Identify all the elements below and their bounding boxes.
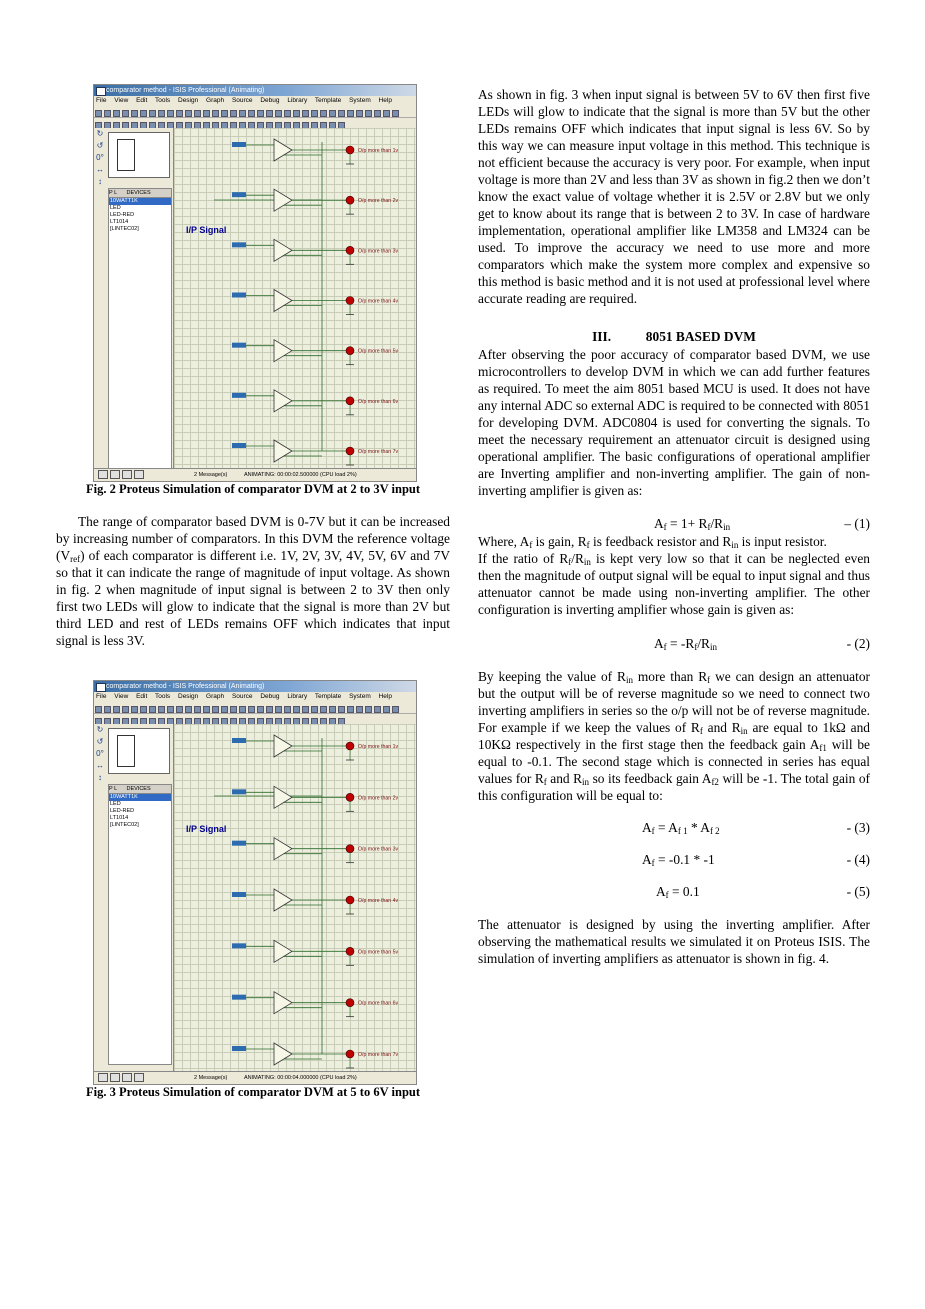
- vref-source: [232, 242, 246, 247]
- menu-template[interactable]: Template: [314, 97, 342, 104]
- led-indicator: [346, 1050, 354, 1058]
- toolbar-icon[interactable]: [95, 706, 102, 713]
- toolbar-icon[interactable]: [266, 110, 273, 117]
- fig2-window-title: comparator method - ISIS Professional (Animating): [106, 87, 265, 94]
- led-indicator: [346, 896, 354, 904]
- menu-help[interactable]: Help: [378, 693, 392, 700]
- toolbar-icon[interactable]: [302, 110, 309, 117]
- equation-3-expr: $A_f = A_{f 1} * A_{f 2}$: [642, 820, 720, 836]
- led-indicator: [346, 845, 354, 853]
- tab-l[interactable]: L: [114, 190, 117, 196]
- toolbar-icon[interactable]: [140, 706, 147, 713]
- vref-source: [232, 738, 246, 743]
- equation-2: [478, 635, 870, 652]
- fig2-sidebar: [94, 128, 174, 469]
- toolbar-icon[interactable]: [356, 110, 363, 117]
- final-paragraph: The attenuator is designed by using the inverting amplifier. After observing the mathematical results we simulated it on Proteus ISIS. The simulation of inverting amplifiers as attenuator is shown in fig. 4.: [478, 917, 870, 966]
- led-indicator: [346, 347, 354, 355]
- right-column: [478, 86, 870, 967]
- menu-system[interactable]: System: [349, 693, 371, 700]
- menu-library[interactable]: Library: [287, 97, 308, 104]
- fig2-statusbar: [94, 468, 416, 481]
- app-icon: [96, 87, 106, 96]
- toolbar-icon[interactable]: [167, 110, 174, 117]
- animating-status: ANIMATING: 00:00:02.500000 (CPU load 2%): [244, 472, 357, 478]
- toolbar-icon[interactable]: [293, 110, 300, 117]
- toolbar-icon[interactable]: [194, 706, 201, 713]
- ratio-paragraph: If the ratio of $R_f/R_{in}$ is kept very low so that it can be neglected even then the magnitude of output signal will be equal to input signal and thus attenuator cannot be made using non-inverting amplifier. The other configuration is inverting amplifier whose gain is given as:: [478, 551, 870, 617]
- comparator-opamp: [274, 139, 292, 161]
- equation-4-number: - (4): [846, 852, 870, 867]
- menu-tools[interactable]: Tools: [155, 97, 171, 104]
- fig3-toolbar-1: [94, 702, 416, 714]
- signal-label: I/P Signal: [186, 824, 227, 834]
- equation-1: [478, 515, 870, 532]
- comparator-opamp: [274, 290, 292, 312]
- comparator-opamp: [274, 340, 292, 362]
- comparator-opamp: [274, 735, 292, 757]
- toolbar-icon[interactable]: [383, 110, 390, 117]
- toolbar-icon[interactable]: [338, 110, 345, 117]
- comparator-opamp: [274, 992, 292, 1014]
- comparator-opamp: [274, 940, 292, 962]
- menu-source[interactable]: Source: [231, 97, 253, 104]
- menu-file[interactable]: File: [96, 97, 107, 104]
- intro-paragraph: As shown in fig. 3 when input signal is between 5V to 6V then first five LEDs will glow to indicate that the signal is more than 5V but the other LEDs remains OFF which indicates that input signal is less 6V. So by this way we can measure input voltage in this method. This technique is not efficient because the accuracy is very poor. For example, when input voltage is more than 2V and less than 3V as shown in fig.2 then we don’t know the exact value of voltage whether it is 2.5V or 2.8V but we only get to know about its range that is between 2 to 3V. In case of hardware implementation, operational amplifier like LM358 and LM324 can be used. To improve the accuracy we need to use more and more comparators which make the system more complex and expensive so this method is basic method and it is not used at professional level where accurate reading are required.: [478, 87, 870, 306]
- toolbar-icon[interactable]: [185, 110, 192, 117]
- toolbar-icon[interactable]: [221, 110, 228, 117]
- comparator-opamp: [274, 838, 292, 860]
- led-label: O/p more than 6v: [358, 1000, 399, 1007]
- vref-source: [232, 995, 246, 1000]
- fig3-sidebar: [94, 724, 174, 1072]
- toolbar-icon[interactable]: [104, 110, 111, 117]
- angle-field[interactable]: 0°: [96, 153, 104, 162]
- fig3-titlebar: [94, 681, 416, 692]
- menu-help[interactable]: Help: [378, 97, 392, 104]
- toolbar-icon[interactable]: [329, 706, 336, 713]
- led-label: O/p more than 3v: [358, 248, 399, 255]
- toolbar-icon[interactable]: [302, 706, 309, 713]
- toolbar-icon[interactable]: [320, 706, 327, 713]
- toolbar-icon[interactable]: [311, 110, 318, 117]
- toolbar-icon[interactable]: [176, 706, 183, 713]
- toolbar-icon[interactable]: [212, 110, 219, 117]
- menu-edit[interactable]: Edit: [136, 693, 148, 700]
- device-item[interactable]: LED: [110, 205, 121, 211]
- led-label: O/p more than 7v: [358, 1052, 399, 1058]
- sim-controls: [98, 1072, 146, 1084]
- menu-file[interactable]: File: [96, 693, 107, 700]
- rotate-ccw-icon[interactable]: ↺: [96, 737, 104, 746]
- toolbar-icon[interactable]: [311, 706, 318, 713]
- toolbar-icon[interactable]: [158, 110, 165, 117]
- toolbar-icon[interactable]: [239, 706, 246, 713]
- toolbar-icon[interactable]: [347, 110, 354, 117]
- toolbar-icon[interactable]: [365, 706, 372, 713]
- play-button[interactable]: [98, 1073, 108, 1082]
- device-item[interactable]: [LINTEC02]: [110, 226, 139, 232]
- vref-source: [232, 943, 246, 948]
- led-indicator: [346, 196, 354, 204]
- fig2-caption: Fig. 2 Proteus Simulation of comparator DVM at 2 to 3V input: [85, 482, 421, 496]
- preview-chip: [117, 139, 135, 171]
- toolbar-icon[interactable]: [131, 110, 138, 117]
- toolbar-icon[interactable]: [212, 706, 219, 713]
- device-item[interactable]: LED-RED: [110, 808, 135, 814]
- menu-edit[interactable]: Edit: [136, 97, 148, 104]
- tab-p[interactable]: P: [109, 786, 113, 792]
- equation-5: [478, 883, 870, 900]
- menu-view[interactable]: View: [114, 693, 129, 700]
- comparator-opamp: [274, 390, 292, 412]
- toolbar-icon[interactable]: [329, 110, 336, 117]
- signal-label: I/P Signal: [186, 225, 227, 235]
- toolbar-icon[interactable]: [230, 110, 237, 117]
- device-item[interactable]: LT1014: [110, 219, 129, 225]
- equation-4-expr: $A_f = -0.1 * -1$: [642, 852, 715, 868]
- toolbar-icon[interactable]: [266, 706, 273, 713]
- led-label: O/p more than 5v: [358, 348, 399, 355]
- menu-debug[interactable]: Debug: [260, 97, 280, 104]
- fig2-device-list: [108, 197, 172, 469]
- led-indicator: [346, 999, 354, 1007]
- rotate-cw-icon[interactable]: ↻: [96, 725, 104, 734]
- section-title: 8051 BASED DVM: [645, 329, 756, 344]
- toolbar-icon[interactable]: [203, 110, 210, 117]
- fig2-menubar: [94, 96, 416, 106]
- range-paragraph: [56, 513, 450, 649]
- equation-3-number: - (3): [846, 820, 870, 835]
- app-icon: [96, 683, 106, 692]
- toolbar-icon[interactable]: [203, 706, 210, 713]
- devices-header: DEVICES: [126, 190, 151, 196]
- led-label: O/p more than 1v: [358, 744, 399, 750]
- menu-library[interactable]: Library: [287, 693, 308, 700]
- device-item[interactable]: 10WATT1K: [109, 198, 171, 205]
- vref-source: [232, 142, 246, 147]
- menu-template[interactable]: Template: [314, 693, 342, 700]
- fig3-window-title: comparator method - ISIS Professional (Animating): [106, 683, 265, 690]
- toolbar-icon[interactable]: [392, 706, 399, 713]
- mirror-h-icon[interactable]: ↔: [96, 165, 104, 174]
- comparator-opamp: [274, 1043, 292, 1065]
- equation-3: [478, 819, 870, 836]
- equation-1-expr: $A_f = 1+ R_f/R_{in}$: [654, 516, 731, 532]
- fig2-tool-strip: [94, 128, 106, 469]
- toolbar-icon[interactable]: [275, 706, 282, 713]
- toolbar-icon[interactable]: [383, 706, 390, 713]
- fig2-overview-preview: [108, 132, 170, 178]
- devices-header: DEVICES: [126, 786, 151, 792]
- toolbar-icon[interactable]: [248, 706, 255, 713]
- animating-status: ANIMATING: 00:00:04.000000 (CPU load 2%): [244, 1075, 357, 1081]
- toolbar-icon[interactable]: [104, 706, 111, 713]
- equation-2-expr: $A_f = -R_f/R_{in}$: [654, 636, 717, 652]
- vref-subscript: ref: [70, 554, 81, 564]
- tab-l[interactable]: L: [114, 786, 117, 792]
- toolbar-icon[interactable]: [374, 706, 381, 713]
- rotate-cw-icon[interactable]: ↻: [96, 129, 104, 138]
- equation-2-number: - (2): [846, 636, 870, 651]
- menu-source[interactable]: Source: [231, 693, 253, 700]
- left-paragraph: [56, 513, 450, 649]
- vref-source: [232, 841, 246, 846]
- led-label: O/p more than 7v: [358, 449, 399, 455]
- fig3-schematic-canvas[interactable]: [174, 724, 416, 1072]
- toolbar-icon[interactable]: [257, 110, 264, 117]
- fig3-schematic: [174, 724, 416, 1072]
- menu-design[interactable]: Design: [178, 693, 199, 700]
- fig3-tool-strip: [94, 724, 106, 1072]
- menu-graph[interactable]: Graph: [206, 97, 225, 104]
- dvm-8051-paragraph: After observing the poor accuracy of comparator based DVM, we use microcontrollers to develop DVM in which we can add further features as required. To meet the aim 8051 based MCU is used. It does not have any internal ADC so external ADC is required to be connected with 8051 for developing DVM. ADC0804 is used for converting the signals. To meet the necessary requirement an attenuator circuit is designed using operational amplifier. The basic configurations of operational amplifier are Inverting amplifier and non-inverting amplifier. The gain of non-inverting amplifier is given as:: [478, 347, 870, 498]
- toolbar-icon[interactable]: [185, 706, 192, 713]
- fig3-caption: Fig. 3 Proteus Simulation of comparator DVM at 5 to 6V input: [85, 1085, 421, 1099]
- equation-5-expr: $A_f = 0.1$: [656, 884, 700, 900]
- toolbar-icon[interactable]: [131, 706, 138, 713]
- toolbar-icon[interactable]: [347, 706, 354, 713]
- led-indicator: [346, 447, 354, 455]
- fig2-schematic: [174, 128, 416, 469]
- comparator-opamp: [274, 786, 292, 808]
- toolbar-icon[interactable]: [122, 110, 129, 117]
- led-label: O/p more than 6v: [358, 398, 399, 405]
- fig3-screenshot: [93, 680, 417, 1085]
- led-indicator: [346, 297, 354, 305]
- led-label: O/p more than 3v: [358, 846, 399, 853]
- led-indicator: [346, 246, 354, 254]
- toolbar-icon[interactable]: [320, 110, 327, 117]
- toolbar-icon[interactable]: [113, 110, 120, 117]
- toolbar-icon[interactable]: [176, 110, 183, 117]
- comparator-opamp: [274, 440, 292, 462]
- attenuator-paragraph: By keeping the value of $R_{in}$ more than $R_f$ we can design an attenuator but the output will be of reverse magnitude so we need to connect two inverting amplifiers in series so the o/p will not be of reverse magnitude. For example if we keep the values of $R_f$ and $R_{in}$ are equal to 1kΩ and 10KΩ respectively in the first stage then the feedback gain $A_{f1}$ will be equal to -0.1. The second stage which is connected in series has equal values for $R_f$ and $R_{in}$ so its feedback gain $A_{f2}$ will be -1. The total gain of this configuration will be equal to:: [478, 669, 871, 803]
- vref-source: [232, 443, 246, 448]
- led-indicator: [346, 742, 354, 750]
- toolbar-icon[interactable]: [338, 706, 345, 713]
- vref-source: [232, 892, 246, 897]
- fig3-menubar: [94, 692, 416, 702]
- menu-tools[interactable]: Tools: [155, 693, 171, 700]
- led-label: O/p more than 2v: [358, 795, 399, 802]
- step-button[interactable]: [110, 1073, 120, 1082]
- where-paragraph: Where, $A_f$ is gain, $R_f$ is feedback resistor and $R_{in}$ is input resistor.: [478, 534, 827, 550]
- toolbar-icon[interactable]: [221, 706, 228, 713]
- stop-button[interactable]: [134, 1073, 144, 1082]
- menu-debug[interactable]: Debug: [260, 693, 280, 700]
- led-indicator: [346, 947, 354, 955]
- pause-button[interactable]: [122, 1073, 132, 1082]
- comparator-opamp: [274, 189, 292, 211]
- toolbar-icon[interactable]: [95, 110, 102, 117]
- message-count[interactable]: 2 Message(s): [194, 472, 228, 478]
- pause-button[interactable]: [122, 470, 132, 479]
- comparator-opamp: [274, 239, 292, 261]
- toolbar-icon[interactable]: [257, 706, 264, 713]
- section-heading: [478, 328, 870, 345]
- device-item[interactable]: LED: [110, 801, 121, 807]
- led-label: O/p more than 1v: [358, 148, 399, 154]
- vref-source: [232, 1046, 246, 1051]
- menu-system[interactable]: System: [349, 97, 371, 104]
- vref-source: [232, 192, 246, 197]
- fig3-device-list: [108, 793, 172, 1065]
- tab-p[interactable]: P: [109, 190, 113, 196]
- toolbar-icon[interactable]: [230, 706, 237, 713]
- vref-source: [232, 293, 246, 298]
- vref-source: [232, 343, 246, 348]
- range-text-a: The range of comparator based DVM is 0-7V but it can be increased by increasing number of comparators. In this DVM the reference voltage (V: [56, 514, 450, 563]
- toolbar-icon[interactable]: [194, 110, 201, 117]
- device-item[interactable]: 10WATT1K: [109, 794, 171, 801]
- toolbar-icon[interactable]: [149, 110, 156, 117]
- equation-4: [478, 851, 870, 868]
- toolbar-icon[interactable]: [140, 110, 147, 117]
- led-label: O/p more than 5v: [358, 949, 399, 956]
- device-item[interactable]: LT1014: [110, 815, 129, 821]
- comparator-opamp: [274, 889, 292, 911]
- fig3-statusbar: [94, 1071, 416, 1084]
- menu-graph[interactable]: Graph: [206, 693, 225, 700]
- toolbar-icon[interactable]: [392, 110, 399, 117]
- device-item[interactable]: LED-RED: [110, 212, 135, 218]
- menu-view[interactable]: View: [114, 97, 129, 104]
- toolbar-icon[interactable]: [239, 110, 246, 117]
- fig3-overview-preview: [108, 728, 170, 774]
- fig2-toolbar-1: [94, 106, 416, 118]
- message-count[interactable]: 2 Message(s): [194, 1075, 228, 1081]
- toolbar-icon[interactable]: [248, 110, 255, 117]
- led-indicator: [346, 397, 354, 405]
- led-label: O/p more than 2v: [358, 198, 399, 205]
- toolbar-icon[interactable]: [167, 706, 174, 713]
- led-indicator: [346, 793, 354, 801]
- led-indicator: [346, 146, 354, 154]
- equation-1-number: – (1): [844, 516, 870, 531]
- sim-controls: [98, 469, 146, 481]
- toolbar-icon[interactable]: [284, 706, 291, 713]
- toolbar-icon[interactable]: [365, 110, 372, 117]
- play-button[interactable]: [98, 470, 108, 479]
- fig2-schematic-canvas[interactable]: [174, 128, 416, 469]
- fig2-titlebar: [94, 85, 416, 96]
- fig2-screenshot: [93, 84, 417, 482]
- toolbar-icon[interactable]: [284, 110, 291, 117]
- toolbar-icon[interactable]: [149, 706, 156, 713]
- mirror-v-icon[interactable]: ↕: [98, 177, 102, 186]
- vref-source: [232, 393, 246, 398]
- range-text-b: ) of each comparator is different i.e. 1V, 2V, 3V, 4V, 5V, 6V and 7V so that it can indicate the range of magnitude of input voltage. As shown in fig. 2 when magnitude of input signal is between 2 to 3V then only first two LEDs will glow to indicate that the signal is more than 2V but third LED and rest of LEDs remains OFF which indicates that input signal is less 3V.: [56, 548, 450, 648]
- angle-field[interactable]: 0°: [96, 749, 104, 758]
- toolbar-icon[interactable]: [275, 110, 282, 117]
- vref-source: [232, 789, 246, 794]
- toolbar-icon[interactable]: [122, 706, 129, 713]
- stop-button[interactable]: [134, 470, 144, 479]
- step-button[interactable]: [110, 470, 120, 479]
- menu-design[interactable]: Design: [178, 97, 199, 104]
- mirror-v-icon[interactable]: ↕: [98, 773, 102, 782]
- toolbar-icon[interactable]: [158, 706, 165, 713]
- toolbar-icon[interactable]: [293, 706, 300, 713]
- device-item[interactable]: [LINTEC02]: [110, 822, 139, 828]
- led-label: O/p more than 4v: [358, 298, 399, 305]
- toolbar-icon[interactable]: [113, 706, 120, 713]
- mirror-h-icon[interactable]: ↔: [96, 761, 104, 770]
- toolbar-icon[interactable]: [356, 706, 363, 713]
- led-label: O/p more than 4v: [358, 898, 399, 904]
- equation-5-number: - (5): [846, 884, 870, 899]
- preview-chip: [117, 735, 135, 767]
- rotate-ccw-icon[interactable]: ↺: [96, 141, 104, 150]
- section-number: III.: [592, 329, 612, 344]
- toolbar-icon[interactable]: [374, 110, 381, 117]
